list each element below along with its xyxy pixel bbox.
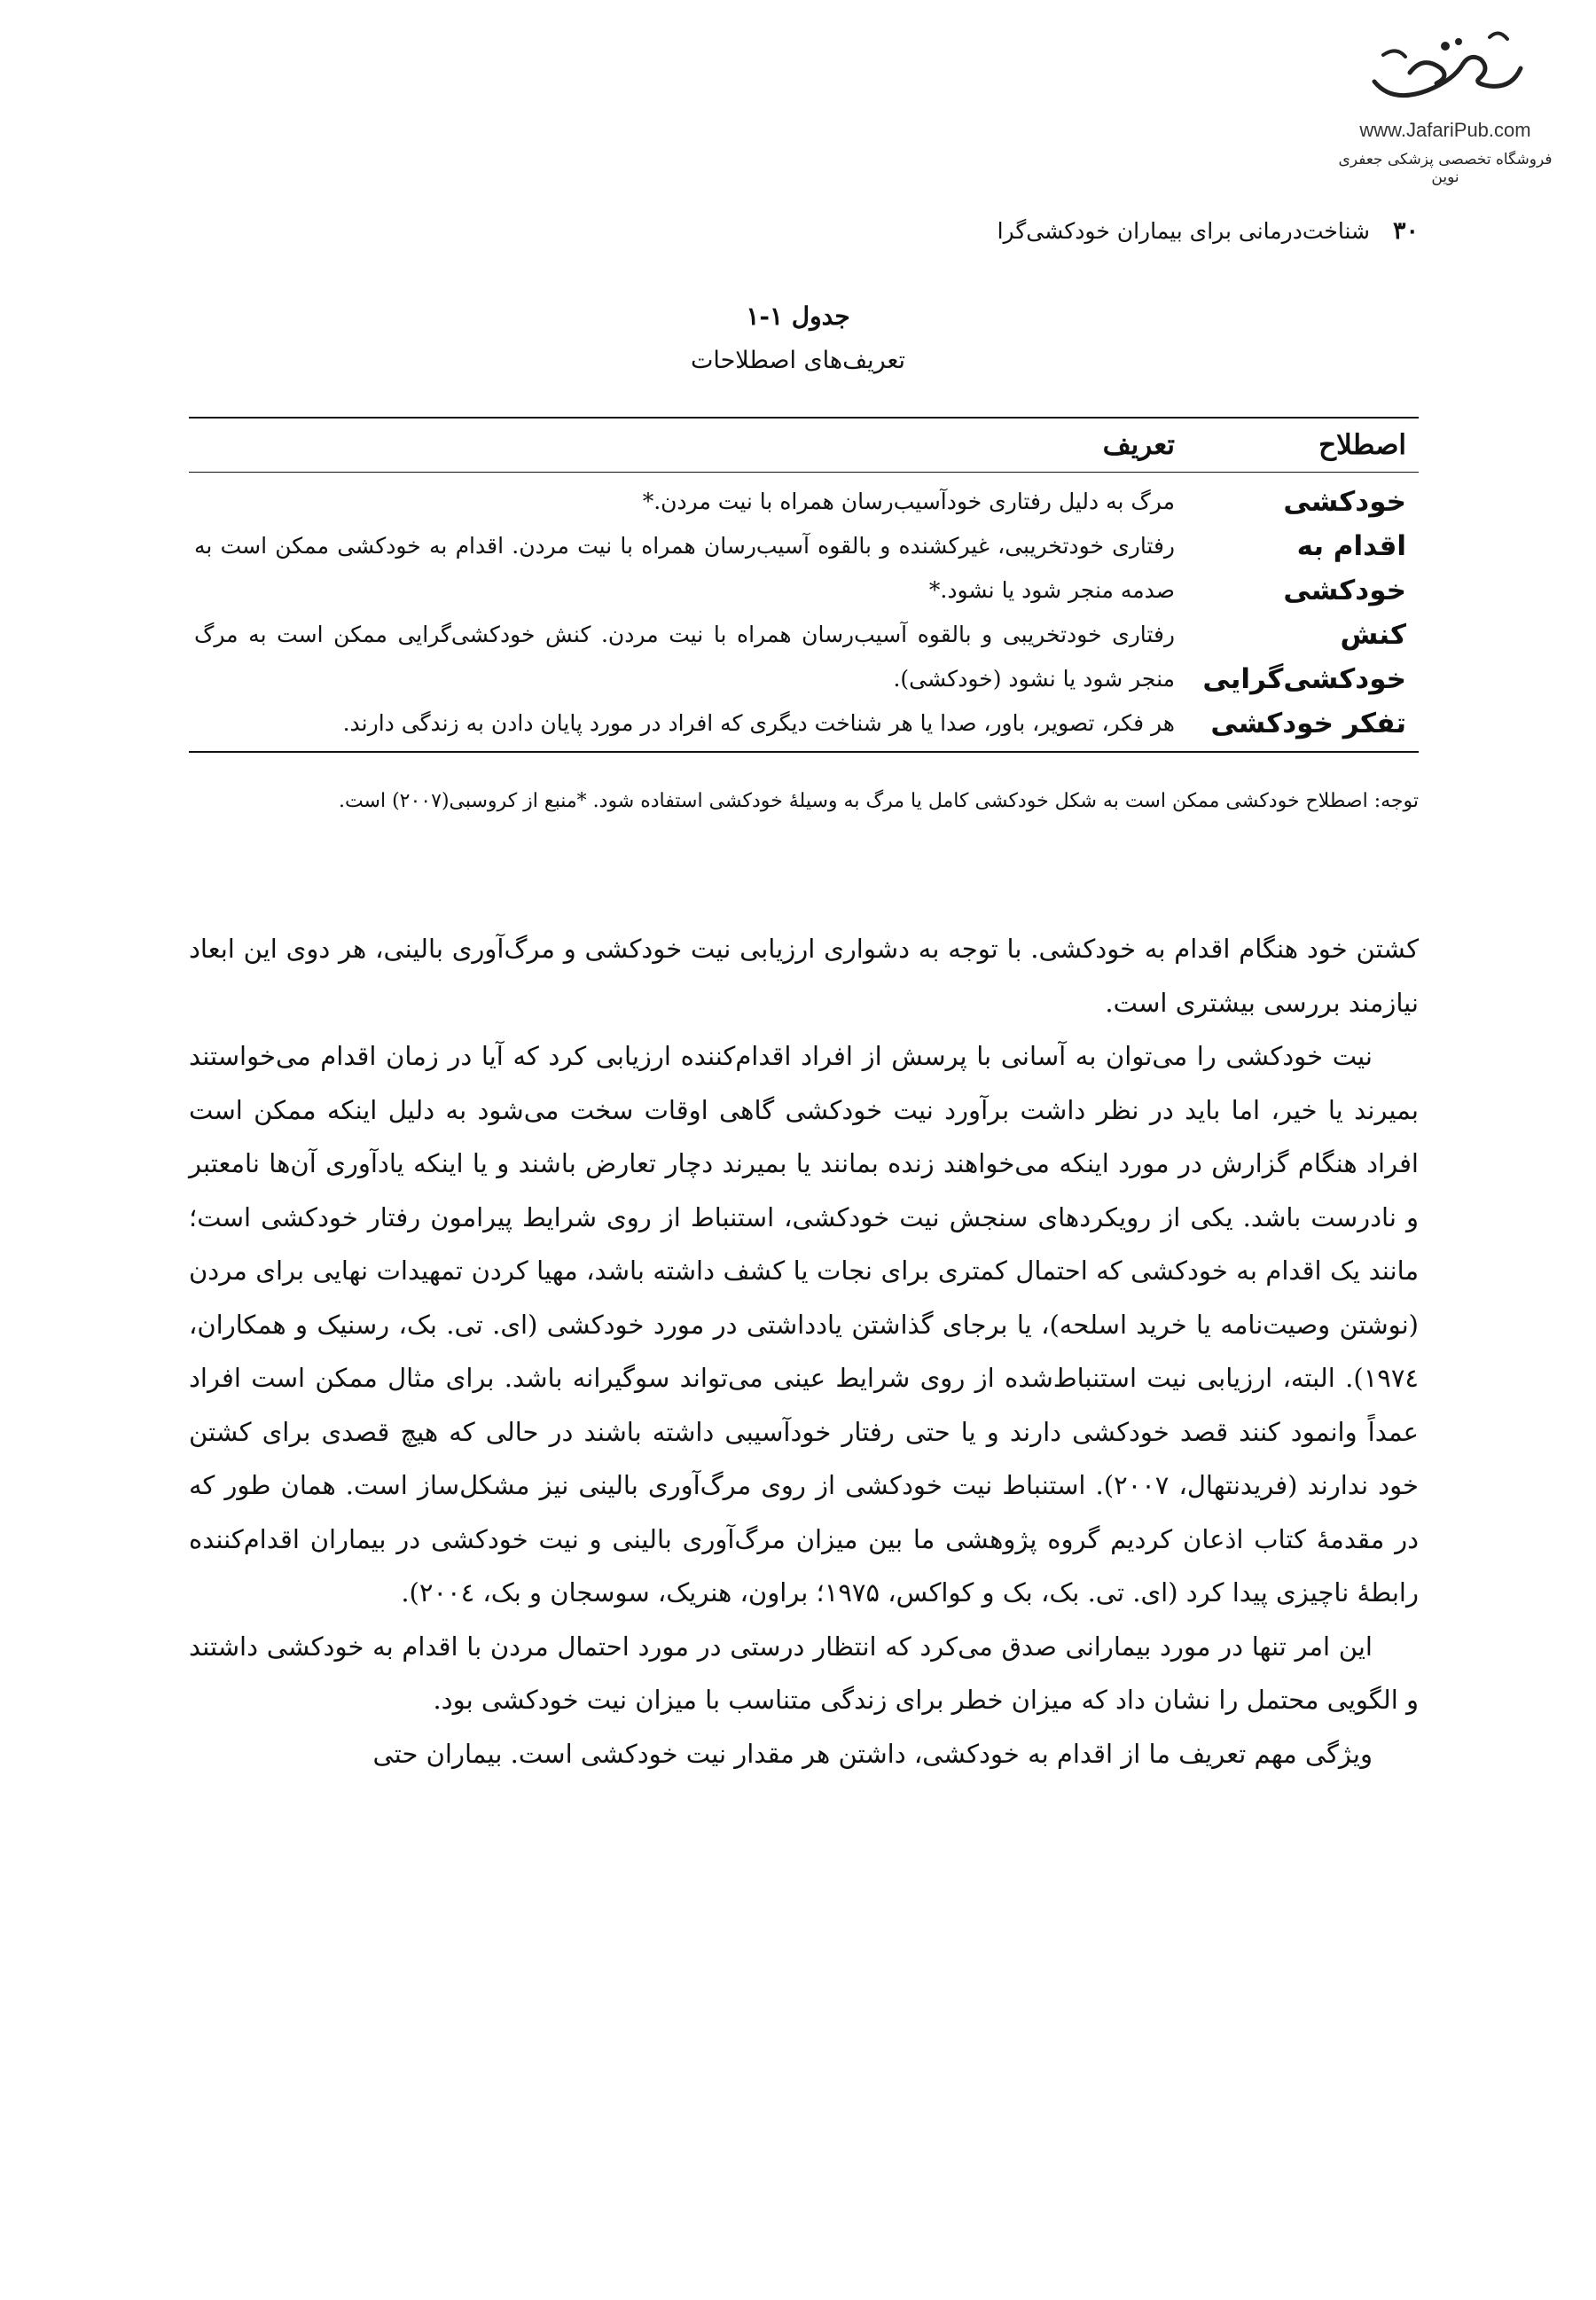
body-paragraph: کشتن خود هنگام اقدام به خودکشی. با توجه به دشواری ارزیابی نیت خودکشی و مرگ‌آوری بالینی، هر دوی این ابعاد نیازمند بررسی بیشتری است. <box>189 934 1419 1018</box>
row-definition: مرگ به دلیل رفتاری خودآسیب‌رسان همراه با نیت مردن.* <box>642 489 1175 514</box>
row-definition: هر فکر، تصویر، باور، صدا یا هر شناخت دیگری که افراد در مورد پایان دادن به زندگی دارند. <box>342 710 1175 736</box>
row-definition: رفتاری خودتخریبی و بالقوه آسیب‌رسان همراه با نیت مردن. کنش خودکشی‌گرایی ممکن است به مرگ منجر شود یا نشود (خودکشی). <box>194 622 1175 692</box>
publisher-logo <box>1330 20 1561 186</box>
table-row <box>189 701 1419 746</box>
row-term: تفکر خودکشی <box>1210 708 1406 739</box>
row-term: خودکشی <box>1283 486 1406 518</box>
body-paragraph: نیت خودکشی را می‌توان به آسانی با پرسش از افراد اقدام‌کننده ارزیابی کرد که آیا در زمان اقدام می‌خواستند بمیرند یا خیر، اما باید در نظر داشت برآورد نیت خودکشی گاهی اوقات سخت می‌شود به دلیل اینکه ممکن است افراد هنگام گزارش در مورد اینکه می‌خواهند زنده بمانند یا بمیرند دچار تعارض باشند و یا اینکه یادآوری آن‌ها نامعتبر و نادرست باشد. یکی از رویکردهای سنجش نیت خودکشی، استنباط از روی شرایط پیرامون رفتار خودکشی است؛ مانند یک اقدام به خودکشی که احتمال کمتری برای نجات یا کشف داشته باشد، مهیا کردن تمهیدات نهایی برای مردن (نوشتن وصیت‌نامه یا خرید اسلحه)، یا برجای گذاشتن یادداشتی در مورد خودکشی (ای. تی. بک، رسنیک و همکاران، ۱۹۷٤). البته، ارزیابی نیت استنباط‌شده از روی شرایط عینی می‌تواند سوگیرانه باشد. برای مثال ممکن است افراد عمداً وانمود کنند قصد خودکشی دارند و یا حتی رفتار خودآسیبی داشته باشند در حالی که هیچ قصدی برای کشتن خود ندارند (فریدنتهال، ۲۰۰۷). استنباط نیت خودکشی از روی مرگ‌آوری بالینی نیز مشکل‌ساز است. همان طور که در مقدمهٔ کتاب اذعان کردیم گروه پژوهشی ما بین میزان مرگ‌آوری بالینی و نیت خودکشی در بیماران اقدام‌کننده رابطهٔ ناچیزی پیدا کرد (ای. تی. بک، بک و کواکس، ۱۹۷۵؛ براون، هنریک، سوسجان و بک، ۲۰۰٤). <box>189 1041 1419 1608</box>
table-title-block <box>0 301 1596 374</box>
table-row <box>189 613 1419 701</box>
body-paragraph: ویژگی مهم تعریف ما از اقدام به خودکشی، داشتن هر مقدار نیت خودکشی است. بیماران حتی <box>372 1738 1373 1769</box>
running-head-title: شناخت‌درمانی برای بیماران خودکشی‌گرا <box>997 218 1370 244</box>
logo-url: www.JafariPub.com <box>1359 119 1531 141</box>
jafari-calligraphy-logo-icon <box>1357 20 1534 117</box>
running-head <box>998 217 1419 245</box>
header-definition: تعریف <box>1102 429 1175 461</box>
body-paragraph: این امر تنها در مورد بیمارانی صدق می‌کرد که انتظار درستی در مورد احتمال مردن با اقدام به خودکشی داشتند و الگویی محتمل را نشان داد که میزان خطر برای زندگی متناسب با میزان نیت خودکشی بود. <box>189 1631 1419 1715</box>
table-row <box>189 480 1419 524</box>
body-text <box>189 922 1419 1780</box>
terms-table <box>189 417 1419 753</box>
row-definition: رفتاری خودتخریبی، غیرکشنده و بالقوه آسیب‌رسان همراه با نیت مردن. اقدام به خودکشی ممکن است به صدمه منجر شود یا نشود.* <box>194 533 1175 603</box>
table-caption: تعریف‌های اصطلاحات <box>690 347 906 374</box>
table-label: جدول ۱-۱ <box>746 301 850 331</box>
row-term: کنش خودکشی‌گرایی <box>1202 619 1406 695</box>
table-row <box>189 524 1419 613</box>
logo-tagline: فروشگاه تخصصی پزشکی جعفری نوین <box>1338 151 1553 186</box>
table-header-row <box>189 419 1419 473</box>
table-note: توجه: اصطلاح خودکشی ممکن است به شکل خودکشی کامل یا مرگ به وسیلهٔ خودکشی استفاده شود. *منبع از کروسبی(۲۰۰۷) است. <box>338 790 1419 812</box>
page-number: ۳۰ <box>1392 217 1419 245</box>
row-term: اقدام به خودکشی <box>1283 530 1406 606</box>
header-term: اصطلاح <box>1318 429 1406 461</box>
